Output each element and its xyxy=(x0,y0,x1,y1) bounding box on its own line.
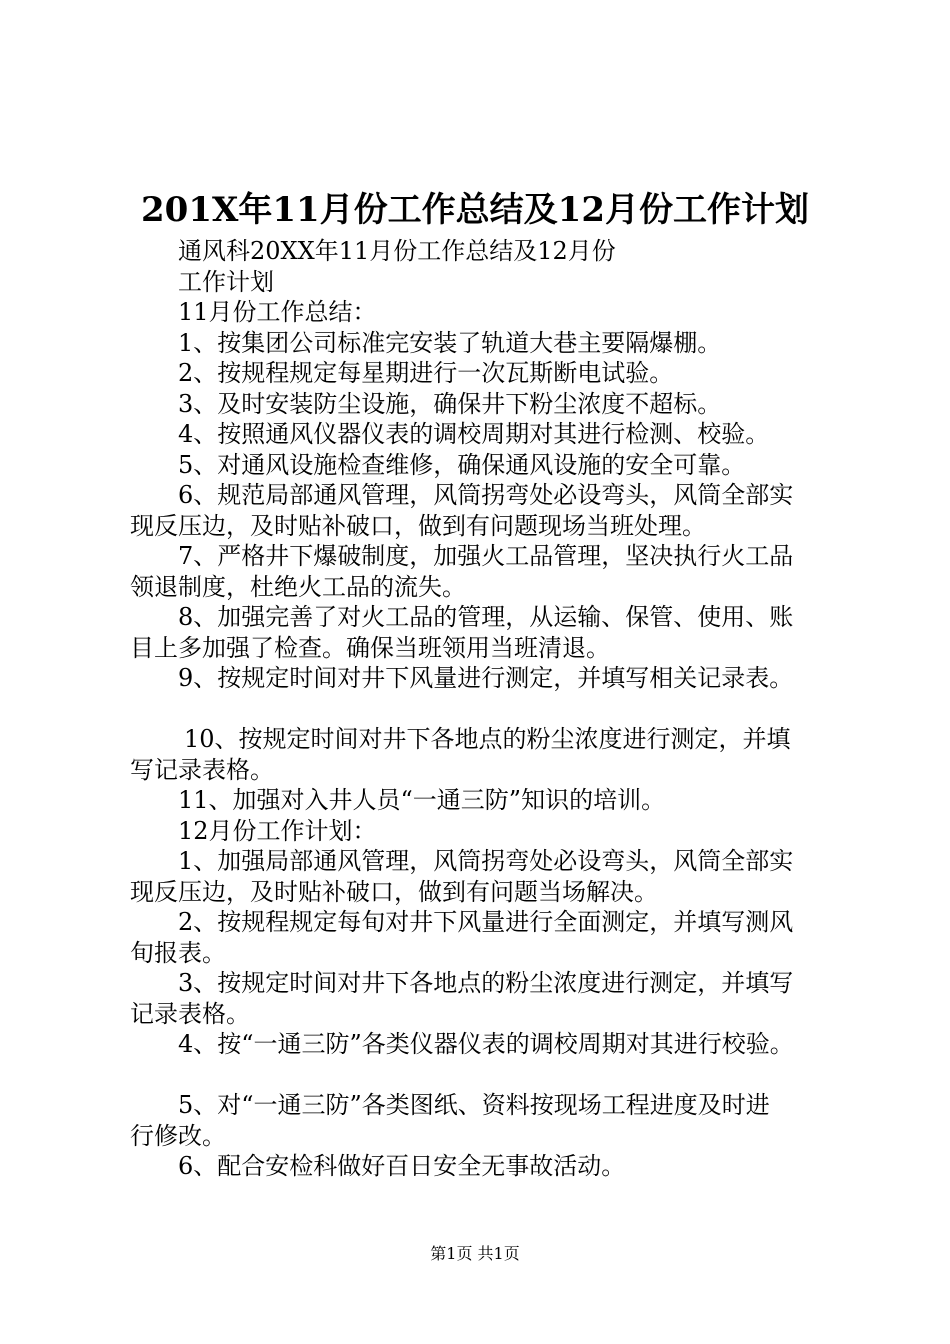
list-item-continuation: 旬报表。 xyxy=(130,938,226,967)
list-item-continuation: 写记录表格。 xyxy=(130,755,274,784)
list-item: 3、及时安装防尘设施，确保井下粉尘浓度不超标。 xyxy=(178,389,722,418)
list-item-continuation: 记录表格。 xyxy=(130,999,250,1028)
section-heading: 12月份工作计划： xyxy=(178,816,377,845)
list-item-continuation: 现反压边，及时贴补破口，做到有问题当场解决。 xyxy=(130,877,658,906)
list-item: 2、按规程规定每旬对井下风量进行全面测定，并填写测风 xyxy=(178,908,794,936)
list-item-continuation: 行修改。 xyxy=(130,1121,226,1150)
list-item: 3、按规定时间对井下各地点的粉尘浓度进行测定，并填写 xyxy=(178,969,794,997)
list-item: 1、加强局部通风管理，风筒拐弯处必设弯头，风筒全部实 xyxy=(178,847,794,875)
document-title: 201X年11月份工作总结及12月份工作计划 xyxy=(141,190,809,230)
list-item: 2、按规程规定每星期进行一次瓦斯断电试验。 xyxy=(178,359,674,387)
section-heading: 11月份工作总结： xyxy=(178,298,377,326)
list-item: 5、对通风设施检查维修，确保通风设施的安全可靠。 xyxy=(178,450,746,479)
list-item: 5、对“一通三防”各类图纸、资料按现场工程进度及时进 xyxy=(178,1091,770,1119)
list-item-continuation: 现反压边，及时贴补破口，做到有问题现场当班处理。 xyxy=(130,511,706,540)
list-item: 9、按规定时间对井下风量进行测定，并填写相关记录表。 xyxy=(178,664,794,692)
list-item: 10、按规定时间对井下各地点的粉尘浓度进行测定，并填 xyxy=(184,725,791,753)
list-item: 1、按集团公司标准完安装了轨道大巷主要隔爆棚。 xyxy=(178,328,722,357)
list-item: 4、按照通风仪器仪表的调校周期对其进行检测、校验。 xyxy=(178,420,770,448)
blank-line xyxy=(130,694,840,725)
list-item-continuation: 领退制度，杜绝火工品的流失。 xyxy=(130,572,466,601)
list-item: 6、配合安检科做好百日安全无事故活动。 xyxy=(178,1152,626,1180)
list-item-continuation: 目上多加强了检查。确保当班领用当班清退。 xyxy=(130,633,610,662)
body-line: 工作计划 xyxy=(178,267,274,296)
blank-line xyxy=(130,1060,840,1091)
page-footer: 第1页 共1页 xyxy=(430,1244,520,1263)
body-line: 通风科20XX年11月份工作总结及12月份 xyxy=(178,237,616,265)
list-item: 11、加强对入井人员“一通三防”知识的培训。 xyxy=(178,786,666,814)
list-item: 7、严格井下爆破制度，加强火工品管理，坚决执行火工品 xyxy=(178,542,794,570)
document-body xyxy=(130,236,840,1182)
list-item: 8、加强完善了对火工品的管理，从运输、保管、使用、账 xyxy=(178,603,794,631)
list-item: 6、规范局部通风管理，风筒拐弯处必设弯头，风筒全部实 xyxy=(178,481,794,509)
list-item: 4、按“一通三防”各类仪器仪表的调校周期对其进行校验。 xyxy=(178,1030,794,1058)
